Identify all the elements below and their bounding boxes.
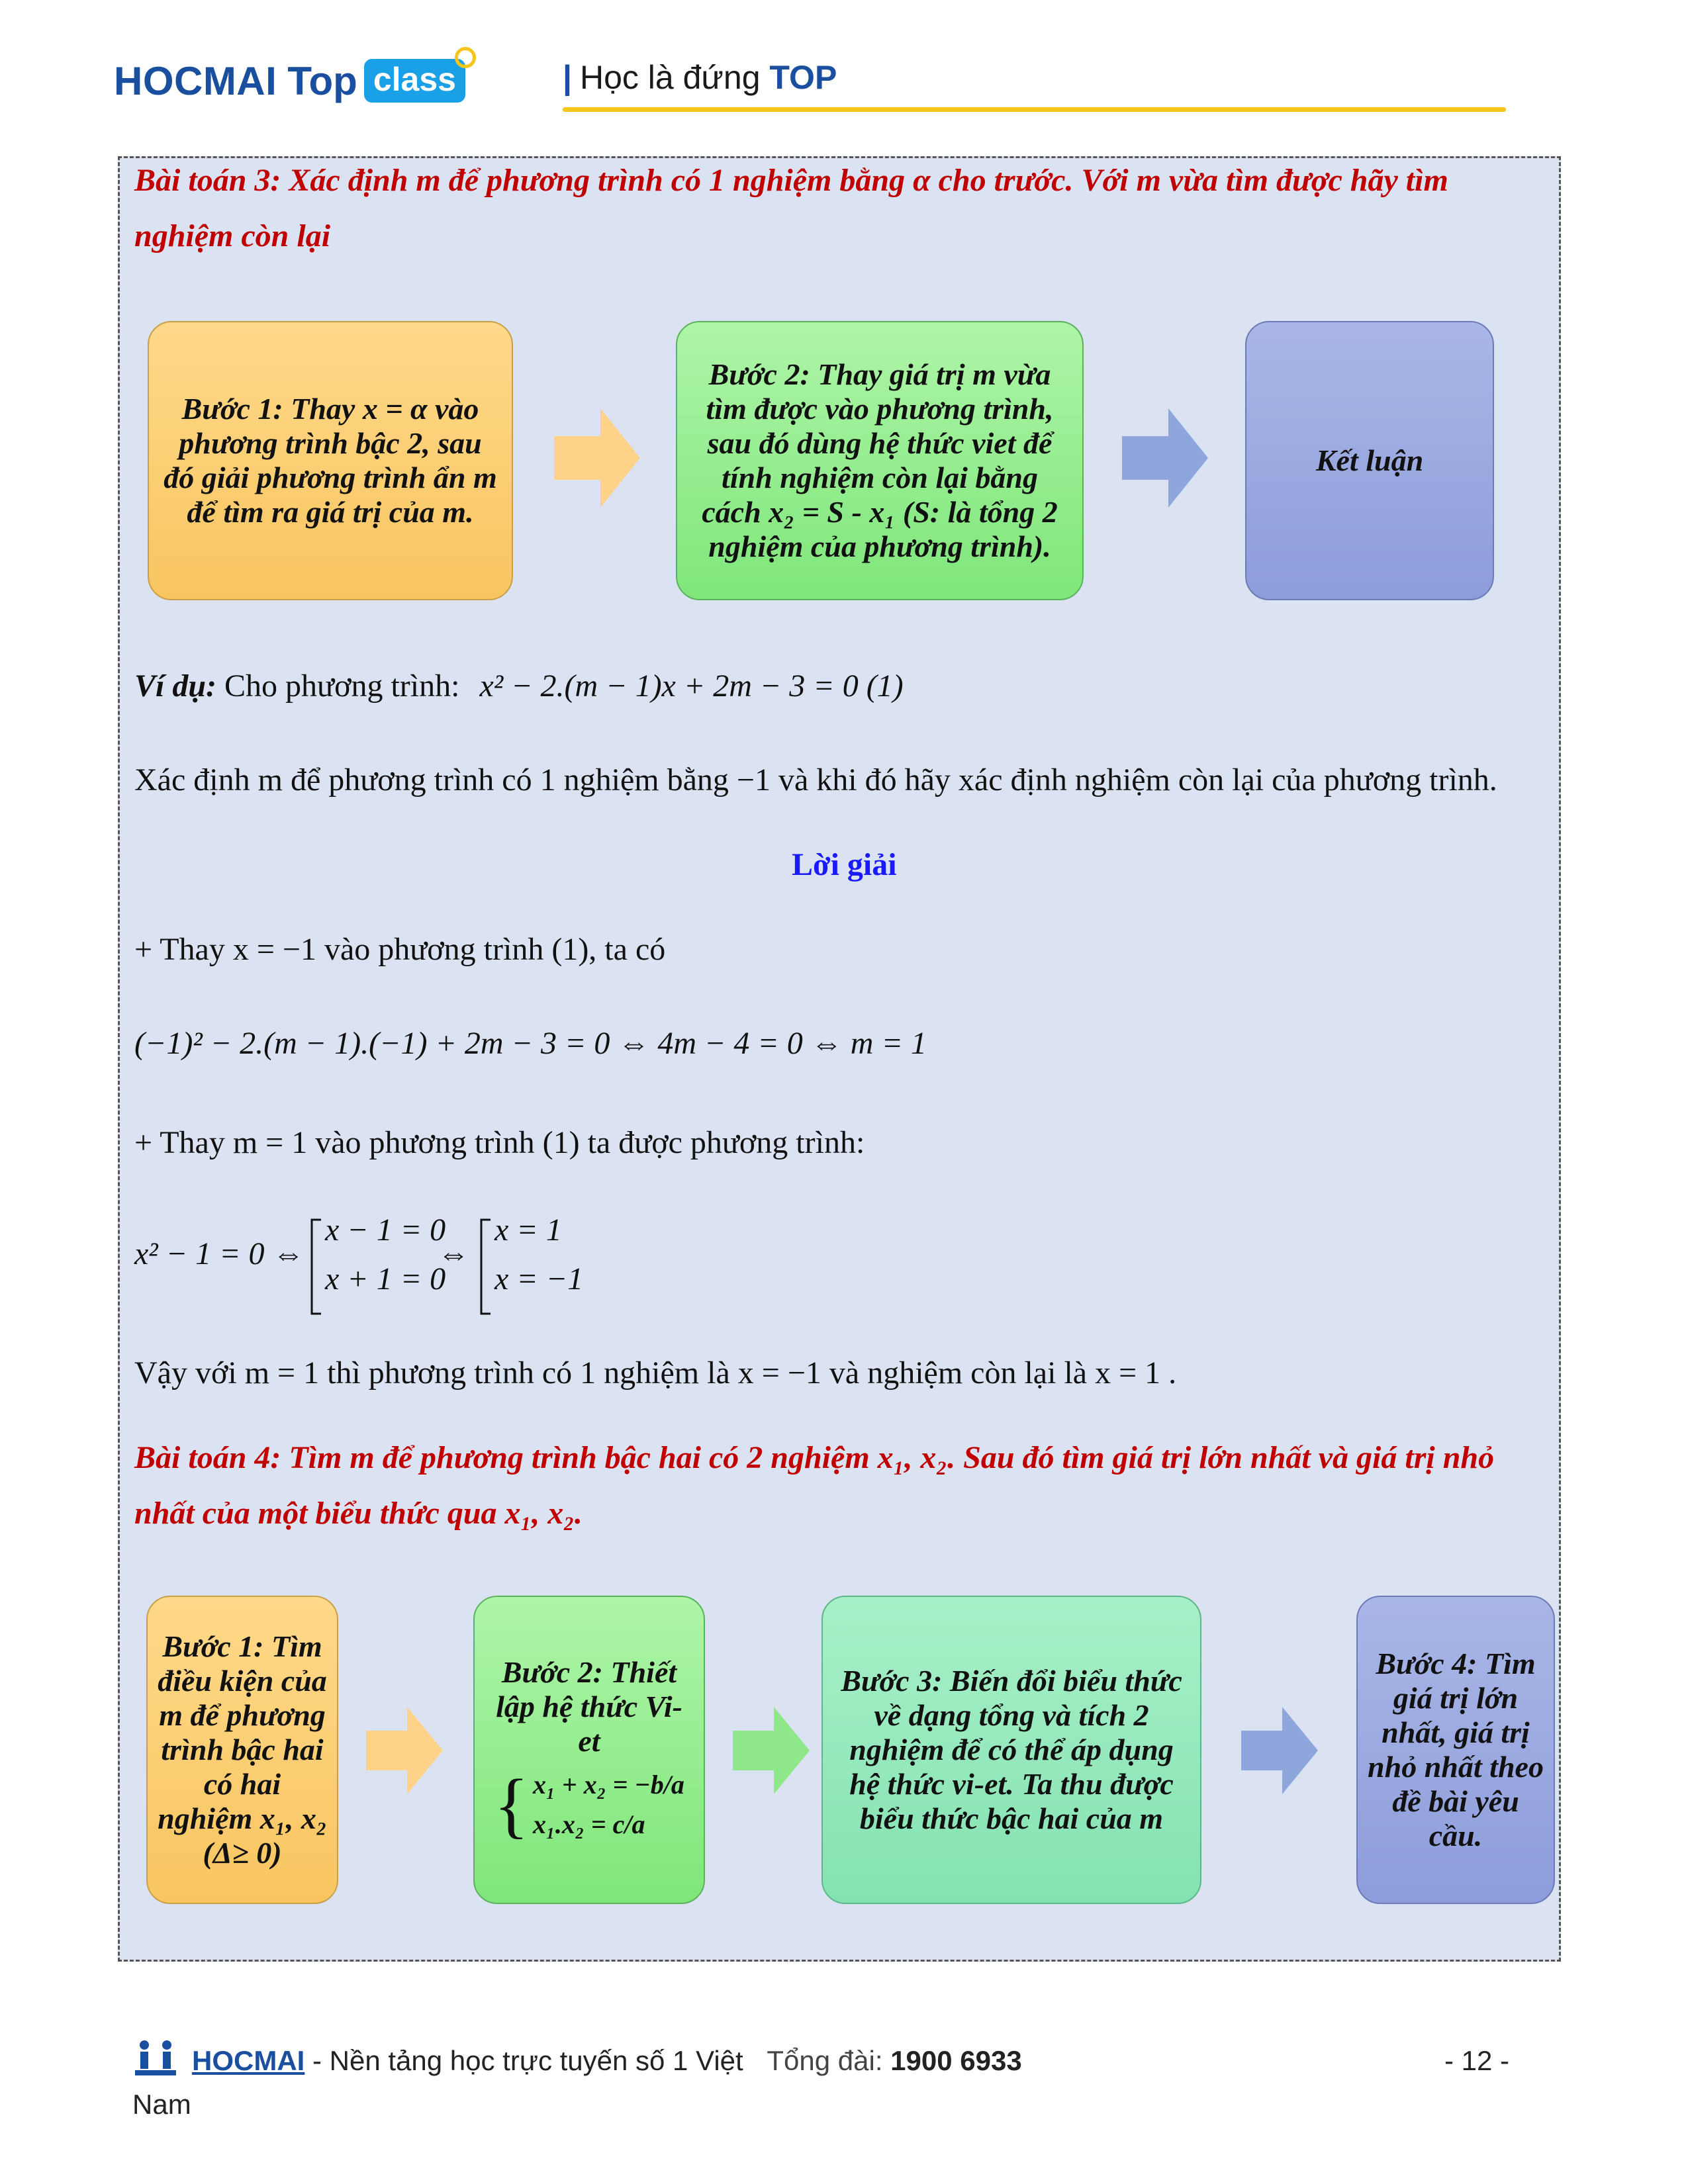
system1-eq2: x + 1 = 0 (325, 1261, 446, 1297)
problem3-title-line2: nghiệm còn lại (134, 218, 331, 253)
problem4-step2-box (473, 1596, 705, 1904)
step2-title: Bước 2: Thiết lập hệ thức Vi-et (496, 1655, 682, 1758)
solution-line4-lhs: x² − 1 = 0 ⇔ (134, 1236, 305, 1271)
arrow-right-icon (1122, 408, 1208, 508)
problem3-conclusion-box: Kết luận (1245, 321, 1494, 600)
arrow-right-icon (554, 408, 640, 508)
tagline-strong: TOP (769, 59, 837, 96)
example-task: Xác định m để phương trình có 1 nghiệm bằng −1 và khi đó hãy xác định nghiệm còn lại của phương trình. (134, 762, 1497, 797)
footer-slogan: - Nền tảng học trực tuyến số 1 Việt (305, 2045, 743, 2076)
vieta-equations (533, 1765, 684, 1844)
bracket-icon (477, 1217, 493, 1316)
header-underline (563, 107, 1506, 112)
logo-top: Top (287, 58, 357, 103)
equivalence-symbol: ⇔ (438, 1236, 469, 1271)
logo-hocmai: HOCMAI (114, 58, 277, 103)
logo-class: class (364, 59, 465, 103)
problem4-step1-box: Bước 1: Tìm điều kiện của m để phương trình bậc hai có hai nghiệm x₁, x₂ (Δ≥ 0) (146, 1596, 338, 1904)
header-tagline (563, 58, 837, 97)
arrow-right-icon (1241, 1707, 1318, 1794)
solution-line3: + Thay m = 1 vào phương trình (1) ta được phương trình: (134, 1125, 865, 1160)
divider-bar: | (563, 59, 572, 96)
solution-line2: (−1)² − 2.(m − 1).(−1) + 2m − 3 = 0 ⇔ 4m − 4 = 0 ⇔ m = 1 (134, 1026, 927, 1061)
example-equation: x² − 2.(m − 1)x + 2m − 3 = 0 (1) (479, 668, 904, 704)
vieta-product: x₁.x₂ = c/a (532, 1809, 645, 1839)
footer-line2: Nam (132, 2089, 191, 2120)
problem4-step3-box: Bước 3: Biến đổi biểu thức về dạng tổng và tích 2 nghiệm để có thể áp dụng hệ thức vi-et. Ta thu được biểu thức bậc hai của m (821, 1596, 1201, 1904)
problem4-title-line1: Bài toán 4: Tìm m để phương trình bậc hai có 2 nghiệm x₁, x₂. Sau đó tìm giá trị lớn nhất và giá trị nhỏ (134, 1440, 1495, 1475)
problem3-step2-box: Bước 2: Thay giá trị m vừa tìm được vào phương trình, sau đó dùng hệ thức viet để tính nghiệm còn lại bằng cách x₂ = S - x₁ (S: là tổng 2 nghiệm của phương trình). (676, 321, 1084, 600)
bracket-icon (308, 1217, 324, 1316)
page-number: - 12 - (1444, 2045, 1510, 2076)
example-intro: Cho phương trình: (224, 668, 460, 704)
system2-eq2: x = −1 (494, 1261, 584, 1297)
content-panel (118, 156, 1561, 1962)
footer-brand-link[interactable]: HOCMAI (192, 2045, 305, 2076)
problem4-title-line2: nhất của một biểu thức qua x₁, x₂. (134, 1496, 583, 1531)
hotline-number: 1900 6933 (890, 2045, 1022, 2076)
vieta-sum: x₁ + x₂ = −b/a (532, 1770, 684, 1799)
hotline-label: Tổng đài: (767, 2045, 883, 2076)
example-conclusion: Vậy với m = 1 thì phương trình có 1 nghiệm là x = −1 và nghiệm còn lại là x = 1 . (134, 1355, 1177, 1390)
example-label: Ví dụ: (134, 668, 217, 704)
arrow-right-icon (366, 1707, 443, 1794)
arrow-right-icon (733, 1707, 810, 1794)
tagline-prefix: Học là đứng (580, 59, 761, 96)
problem3-step1-box: Bước 1: Thay x = α vào phương trình bậc 2, sau đó giải phương trình ẩn m để tìm ra giá trị của m. (148, 321, 513, 600)
problem3-title-line1: Bài toán 3: Xác định m để phương trình có 1 nghiệm bằng α cho trước. Với m vừa tìm được hãy tìm (134, 163, 1448, 198)
problem4-step4-box: Bước 4: Tìm giá trị lớn nhất, giá trị nhỏ nhất theo đề bài yêu cầu. (1356, 1596, 1555, 1904)
brace-icon: { (494, 1764, 529, 1845)
hocmai-logo-icon (132, 2037, 179, 2077)
system1-eq1: x − 1 = 0 (325, 1212, 446, 1248)
solution-title: Lời giải (792, 847, 897, 882)
example-statement (134, 668, 904, 704)
footer-text (192, 2045, 1022, 2077)
vieta-system (494, 1765, 684, 1844)
system2-eq1: x = 1 (494, 1212, 562, 1248)
logo (114, 54, 465, 107)
solution-line1: + Thay x = −1 vào phương trình (1), ta có (134, 932, 666, 967)
